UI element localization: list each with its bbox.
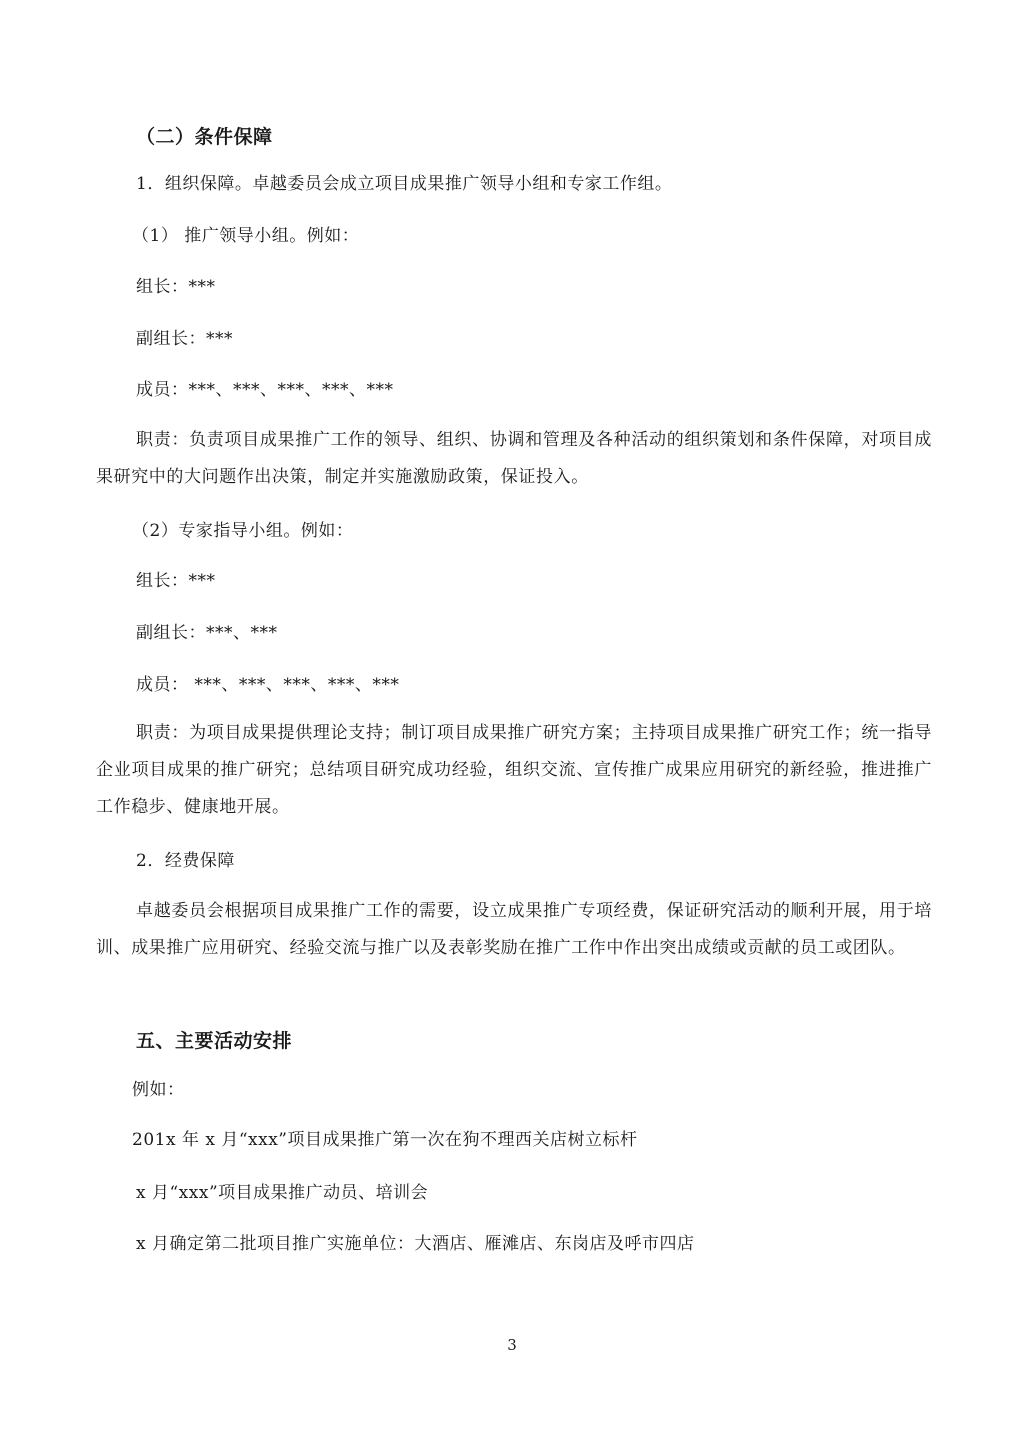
expert-members: 成员： ***、***、***、***、*** <box>136 675 400 695</box>
item-funding: 2．经费保障 <box>136 851 235 871</box>
leadership-leader: 组长：*** <box>136 277 216 297</box>
sub-leadership-title: （1） 推广领导小组。例如： <box>132 226 360 246</box>
sub-expert-title: （2）专家指导小组。例如： <box>132 521 354 541</box>
section-heading-activities: 五、主要活动安排 <box>136 1030 293 1052</box>
activities-example-label: 例如： <box>132 1080 185 1100</box>
leadership-deputy: 副组长：*** <box>136 329 233 349</box>
activity-item: x 月确定第二批项目推广实施单位：大酒店、雁滩店、东岗店及呼市四店 <box>136 1234 695 1254</box>
expert-duty: 职责：为项目成果提供理论支持；制订项目成果推广研究方案；主持项目成果推广研究工作；统一指导企业项目成果的推广研究；总结项目研究成功经验，组织交流、宣传推广成果应用研究的新经验，推进推广工作稳步、健康地开展。 <box>96 723 932 817</box>
page-number: 3 <box>507 1336 517 1354</box>
leadership-members: 成员：***、***、***、***、*** <box>136 380 394 400</box>
funding-paragraph: 卓越委员会根据项目成果推广工作的需要，设立成果推广专项经费，保证研究活动的顺利开展，用于培训、成果推广应用研究、经验交流与推广以及表彰奖励在推广工作中作出突出成绩或贡献的员工或团队。 <box>96 901 932 958</box>
expert-leader: 组长：*** <box>136 571 216 591</box>
section-heading-conditions: （二）条件保障 <box>136 126 273 148</box>
activity-item: x 月“xxx”项目成果推广动员、培训会 <box>136 1183 429 1203</box>
activity-item: 201x 年 x 月“xxx”项目成果推广第一次在狗不理西关店树立标杆 <box>132 1130 638 1150</box>
item-organization: 1．组织保障。卓越委员会成立项目成果推广领导小组和专家工作组。 <box>136 174 673 194</box>
expert-deputy: 副组长：***、*** <box>136 623 278 643</box>
leadership-duty: 职责：负责项目成果推广工作的领导、组织、协调和管理及各种活动的组织策划和条件保障，对项目成果研究中的大问题作出决策，制定并实施激励政策，保证投入。 <box>96 430 932 487</box>
